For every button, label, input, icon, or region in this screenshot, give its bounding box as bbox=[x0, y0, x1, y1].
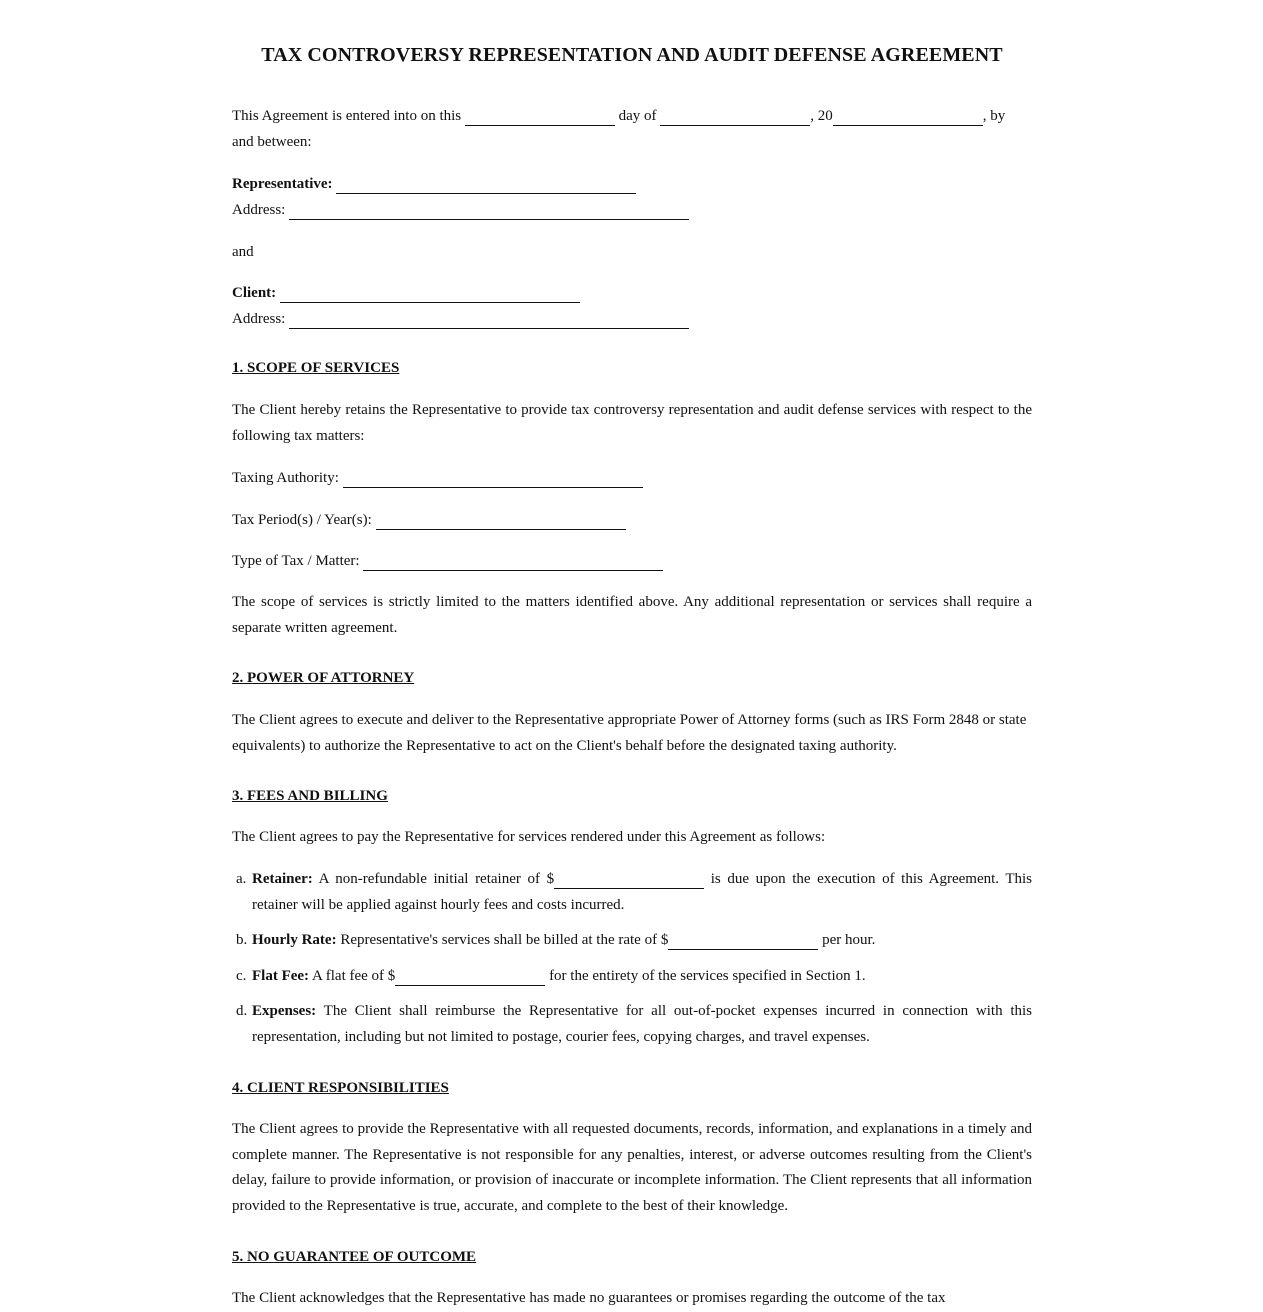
fee-item-retainer bbox=[232, 867, 1032, 918]
flat-fee-blank[interactable] bbox=[395, 967, 545, 986]
type-of-tax-row bbox=[232, 551, 663, 571]
representative-row bbox=[232, 174, 636, 194]
tax-periods-label: Tax Period(s) / Year(s): bbox=[232, 512, 372, 528]
intro-text-1: This Agreement is entered into on this bbox=[232, 108, 462, 124]
retainer-amount-blank[interactable] bbox=[554, 870, 704, 889]
client-row bbox=[232, 283, 580, 303]
fee-item-flat-fee bbox=[232, 964, 1032, 990]
section-3-intro: The Client agrees to pay the Representative for services rendered under this Agreement as follows: bbox=[232, 829, 826, 845]
type-of-tax-blank[interactable] bbox=[363, 552, 663, 571]
representative-address-row bbox=[232, 200, 689, 220]
section-5-heading: 5. NO GUARANTEE OF OUTCOME bbox=[232, 1249, 477, 1265]
hourly-rate-text-2: per hour. bbox=[822, 932, 876, 948]
section-4-paragraph: The Client agrees to provide the Representative with all requested documents, records, information, and explanations in a timely and complete manner. The Representative is not responsible for any penalties, interest, or adverse outcomes resulting from the Client's delay, failure to provide information, or provision of inaccurate or incomplete information. The Client represents that all information provided to the Representative is true, accurate, and complete to the best of their knowledge. bbox=[232, 1121, 1032, 1214]
intro-text-2: day of bbox=[618, 108, 657, 124]
intro-text-5: and between: bbox=[232, 133, 312, 150]
representative-name-blank[interactable] bbox=[336, 175, 636, 194]
section-1-paragraph-2: The scope of services is strictly limited to the matters identified above. Any additional representation or services shall require a separate written agreement. bbox=[232, 594, 1032, 636]
section-4-heading: 4. CLIENT RESPONSIBILITIES bbox=[232, 1080, 449, 1096]
representative-address-label: Address: bbox=[232, 202, 286, 218]
client-name-blank[interactable] bbox=[280, 284, 580, 303]
hourly-rate-label: Hourly Rate: bbox=[252, 932, 337, 948]
client-address-blank[interactable] bbox=[289, 310, 689, 329]
flat-fee-text-2: for the entirety of the services specified in Section 1. bbox=[549, 968, 866, 984]
section-2-heading: 2. POWER OF ATTORNEY bbox=[232, 670, 415, 686]
taxing-authority-row bbox=[232, 468, 643, 488]
and-text: and bbox=[232, 244, 254, 260]
month-blank[interactable] bbox=[660, 107, 810, 126]
type-of-tax-label: Type of Tax / Matter: bbox=[232, 553, 360, 569]
expenses-text: The Client shall reimburse the Representative for all out-of-pocket expenses incurred in connection with this representation, including but not limited to postage, courier fees, copying charges, and travel expenses. bbox=[252, 1003, 1032, 1045]
client-address-label: Address: bbox=[232, 311, 286, 327]
representative-address-blank[interactable] bbox=[289, 201, 689, 220]
fee-item-expenses bbox=[232, 999, 1032, 1050]
retainer-text-2: is due upon the execution of this Agreement. This retainer will be applied against hourly fees and costs incurred. bbox=[252, 871, 1033, 913]
retainer-text-1: A non-refundable initial retainer of $ bbox=[318, 871, 555, 887]
section-1-heading: 1. SCOPE OF SERVICES bbox=[232, 360, 400, 376]
section-1-paragraph-1: The Client hereby retains the Representative to provide tax controversy representation and audit defense services with respect to the following tax matters: bbox=[232, 402, 1032, 444]
document-title: TAX CONTROVERSY REPRESENTATION AND AUDIT DEFENSE AGREEMENT bbox=[261, 44, 1003, 66]
list-marker: a. bbox=[236, 871, 247, 887]
hourly-rate-text-1: Representative's services shall be billed at the rate of $ bbox=[340, 932, 669, 948]
flat-fee-label: Flat Fee: bbox=[252, 968, 310, 984]
tax-periods-row bbox=[232, 510, 626, 530]
taxing-authority-blank[interactable] bbox=[343, 469, 643, 488]
representative-label: Representative: bbox=[232, 176, 333, 192]
client-label: Client: bbox=[232, 285, 277, 301]
retainer-label: Retainer: bbox=[252, 871, 313, 887]
intro-text-4: , by bbox=[982, 108, 1006, 124]
day-blank[interactable] bbox=[465, 107, 615, 126]
flat-fee-text-1: A flat fee of $ bbox=[312, 968, 396, 984]
section-2-paragraph: The Client agrees to execute and deliver to the Representative appropriate Power of Attorney forms (such as IRS Form 2848 or state equivalents) to authorize the Representative to act on the Client's behalf before the designated taxing authority. bbox=[232, 712, 1027, 754]
list-marker: c. bbox=[236, 968, 247, 984]
section-3-heading: 3. FEES AND BILLING bbox=[232, 788, 388, 804]
taxing-authority-label: Taxing Authority: bbox=[232, 470, 339, 486]
section-5-paragraph: The Client acknowledges that the Representative has made no guarantees or promises regarding the outcome of the tax bbox=[232, 1290, 946, 1306]
client-address-row bbox=[232, 309, 689, 329]
list-marker: d. bbox=[236, 1003, 248, 1019]
hourly-rate-blank[interactable] bbox=[668, 931, 818, 950]
intro-paragraph bbox=[232, 104, 1032, 155]
year-blank[interactable] bbox=[833, 107, 983, 126]
list-marker: b. bbox=[236, 932, 248, 948]
tax-periods-blank[interactable] bbox=[376, 511, 626, 530]
intro-text-3: , 20 bbox=[810, 108, 833, 124]
expenses-label: Expenses: bbox=[252, 1003, 317, 1019]
fee-item-hourly-rate bbox=[232, 928, 1032, 954]
